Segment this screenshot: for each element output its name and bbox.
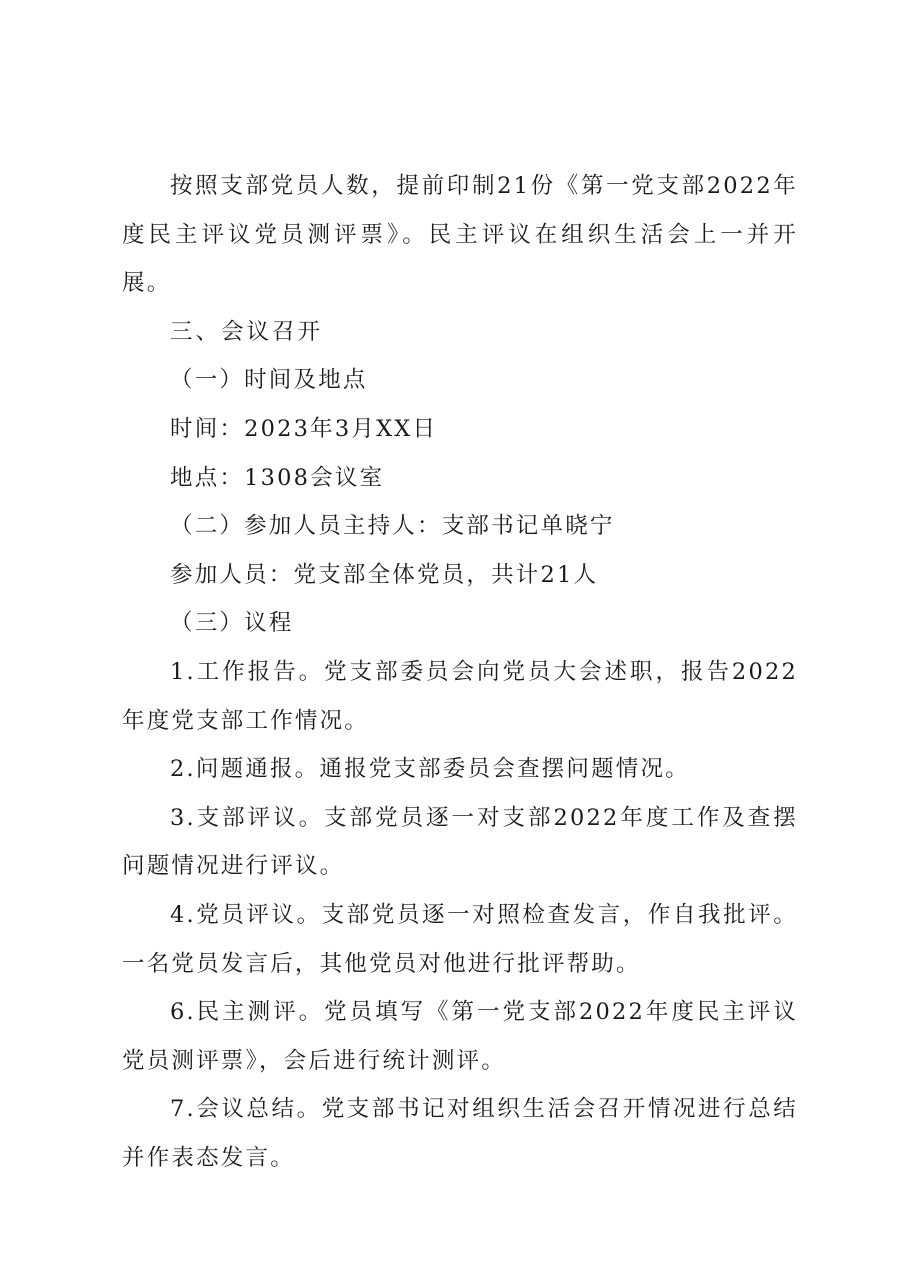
document-page (122, 162, 798, 1182)
subheading-participants-host: （二）参加人员主持人：支部书记单晓宁 (170, 513, 615, 540)
agenda-item-meeting-summary: 7.会议总结。党支部书记对组织生活会召开情况进行总结并作表态发言。 (122, 1096, 798, 1171)
agenda-item-branch-review: 3.支部评议。支部党员逐一对支部2022年度工作及查摆问题情况进行评议。 (122, 804, 798, 880)
meeting-time: 时间：2023年3月XX日 (170, 415, 438, 442)
meeting-location: 地点：1308会议室 (170, 464, 385, 491)
paragraph-printing-ballots: 按照支部党员人数，提前印制21份《第一党支部2022年度民主评议党员测评票》。民主评议在组织生活会上一并开展。 (122, 173, 798, 297)
agenda-item-issue-briefing: 2.问题通报。通报党支部委员会查摆问题情况。 (170, 756, 690, 783)
agenda-item-member-review: 4.党员评议。支部党员逐一对照检查发言，作自我批评。一名党员发言后，其他党员对他进行批评帮助。 (122, 901, 798, 977)
subheading-agenda: （三）议程 (170, 610, 294, 637)
subheading-time-place: （一）时间及地点 (170, 367, 368, 394)
agenda-item-democratic-evaluation: 6.民主测评。党员填写《第一党支部2022年度民主评议党员测评票》，会后进行统计测评。 (122, 999, 798, 1074)
agenda-item-work-report: 1.工作报告。党支部委员会向党员大会述职，报告2022年度党支部工作情况。 (122, 658, 798, 734)
participants: 参加人员：党支部全体党员，共计21人 (170, 561, 599, 588)
section-heading-meeting: 三、会议召开 (170, 318, 324, 345)
